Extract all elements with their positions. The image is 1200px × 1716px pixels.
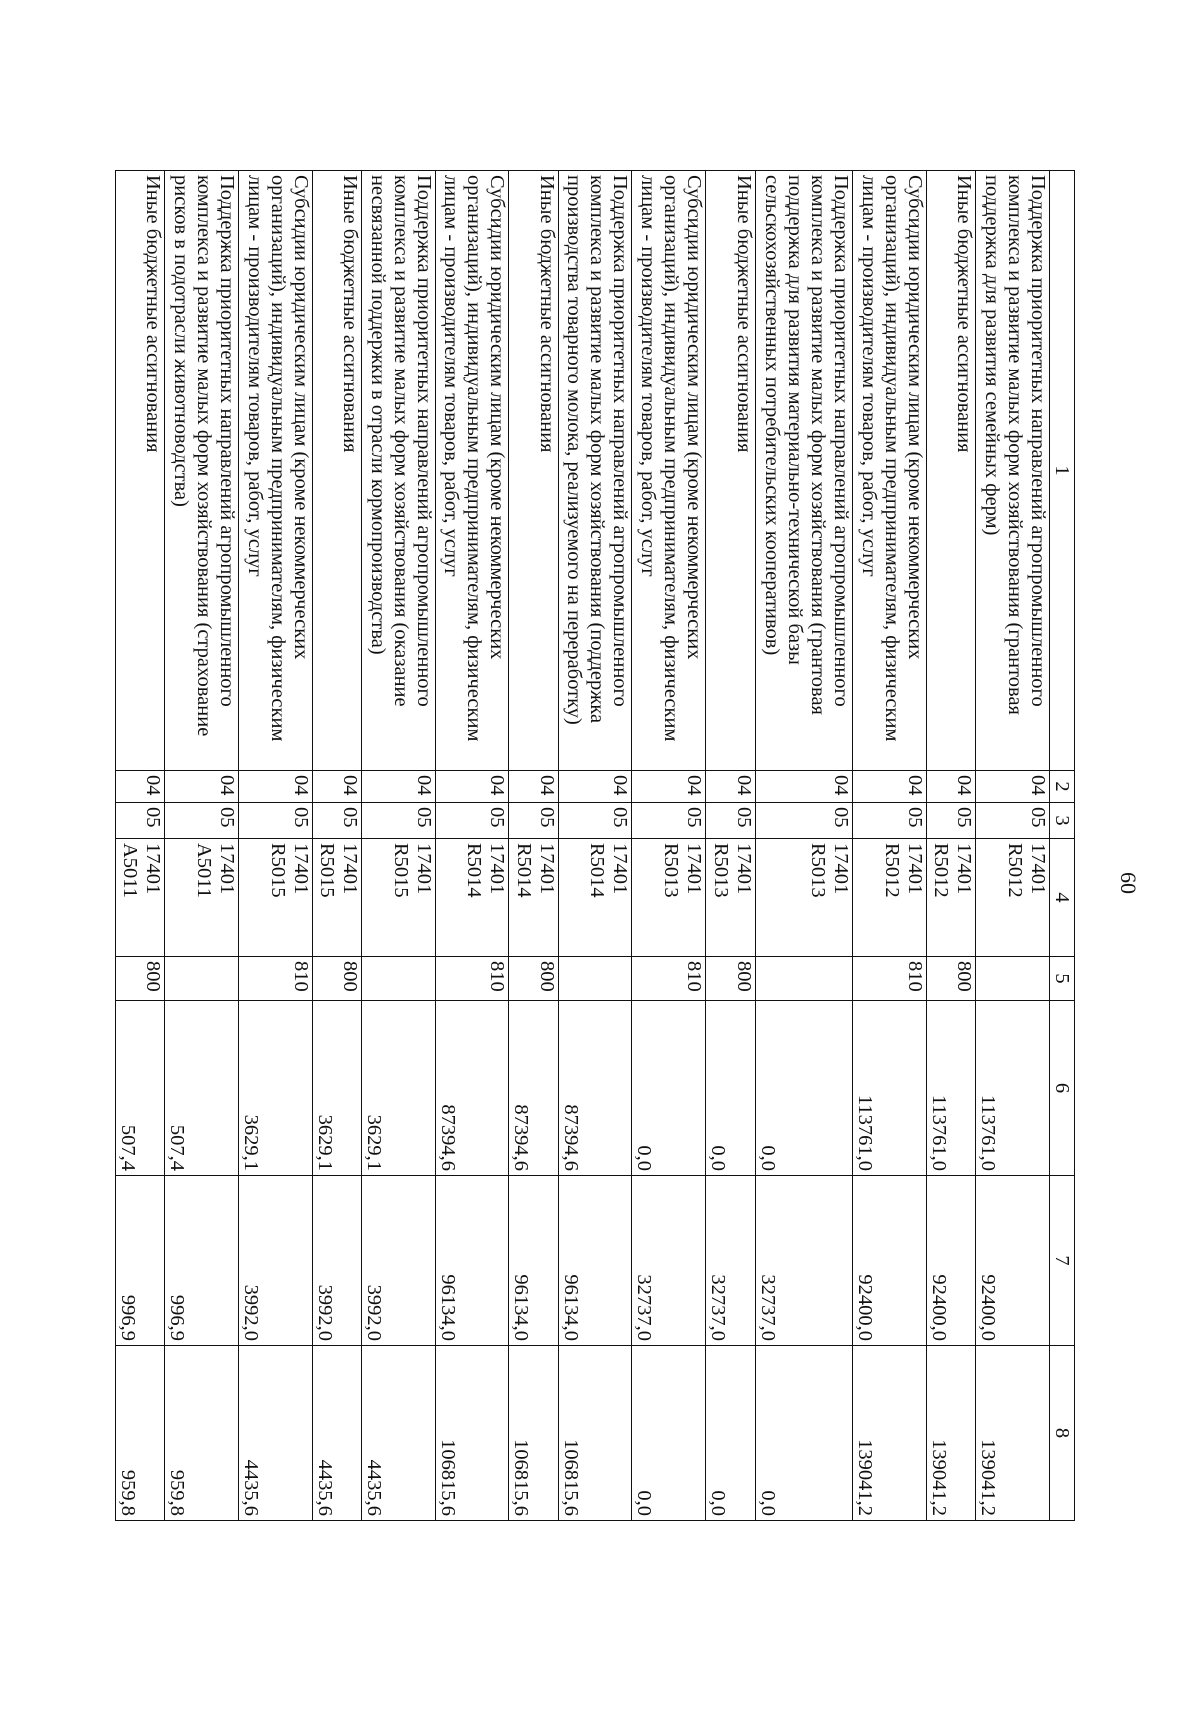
- row-amount-col6-cell: 87394,6: [509, 1001, 558, 1176]
- row-amount-col7-cell: 996,9: [116, 1176, 166, 1346]
- row-target-article-cell: 17401 R5015: [362, 839, 436, 957]
- table-row: [853, 171, 927, 1521]
- row-subsection-cell: 05: [706, 803, 755, 839]
- row-subsection-cell: 05: [558, 803, 632, 839]
- row-amount-col8-cell: 106815,6: [509, 1346, 558, 1521]
- row-target-article-cell: 17401 R5014: [435, 839, 509, 957]
- row-name-cell: Поддержка приоритетных направлений агропромышленного комплекса и развитие малых форм хозяйствования (поддержка производства товарного молока, реализуемого на переработку): [558, 171, 632, 771]
- table-row: [435, 171, 509, 1521]
- row-target-article-cell: 17401 R5012: [853, 839, 927, 957]
- row-amount-col8-cell: 0,0: [706, 1346, 755, 1521]
- row-section-cell: 04: [509, 771, 558, 803]
- row-amount-col6-cell: 87394,6: [558, 1001, 632, 1176]
- row-subsection-cell: 05: [632, 803, 706, 839]
- row-name-cell: Поддержка приоритетных направлений агропромышленного комплекса и развитие малых форм хозяйствования (грантовая поддержка для развития материально-технической базы сельскохозяйственных потребительских кооперативов): [755, 171, 853, 771]
- row-section-cell: 04: [976, 771, 1050, 803]
- row-subsection-cell: 05: [926, 803, 975, 839]
- header-col-4: 4: [1050, 839, 1075, 957]
- row-amount-col6-cell: 0,0: [755, 1001, 853, 1176]
- header-col-2: 2: [1050, 771, 1075, 803]
- row-expense-type-cell: [755, 957, 853, 1001]
- row-amount-col8-cell: 106815,6: [435, 1346, 509, 1521]
- row-expense-type-cell: 810: [632, 957, 706, 1001]
- row-name-cell: Субсидии юридическим лицам (кроме некоммерческих организаций), индивидуальным предпринимателям, физическим лицам - производителям товаров, работ, услуг: [632, 171, 706, 771]
- table-row: [509, 171, 558, 1521]
- row-amount-col8-cell: 4435,6: [239, 1346, 313, 1521]
- row-target-article-cell: 17401 R5014: [558, 839, 632, 957]
- row-name-cell: Поддержка приоритетных направлений агропромышленного комплекса и развитие малых форм хозяйствования (страхование рисков в подотрасли животноводства): [165, 171, 239, 771]
- row-amount-col7-cell: 32737,0: [632, 1176, 706, 1346]
- row-section-cell: 04: [165, 771, 239, 803]
- row-target-article-cell: 17401 R5013: [632, 839, 706, 957]
- row-section-cell: 04: [116, 771, 166, 803]
- table-row: [312, 171, 361, 1521]
- table-row: [976, 171, 1050, 1521]
- table-row: [755, 171, 853, 1521]
- row-section-cell: 04: [239, 771, 313, 803]
- row-subsection-cell: 05: [755, 803, 853, 839]
- row-subsection-cell: 05: [976, 803, 1050, 839]
- row-amount-col6-cell: 3629,1: [239, 1001, 313, 1176]
- row-name-cell: Иные бюджетные ассигнования: [312, 171, 361, 771]
- row-amount-col6-cell: 507,4: [165, 1001, 239, 1176]
- table-row: [239, 171, 313, 1521]
- row-expense-type-cell: 800: [706, 957, 755, 1001]
- row-name-cell: Субсидии юридическим лицам (кроме некоммерческих организаций), индивидуальным предпринимателям, физическим лицам - производителям товаров, работ, услуг: [435, 171, 509, 771]
- row-target-article-cell: 17401 R5015: [312, 839, 361, 957]
- rotated-table: [115, 170, 1075, 1520]
- row-subsection-cell: 05: [509, 803, 558, 839]
- table-row: [558, 171, 632, 1521]
- row-subsection-cell: 05: [116, 803, 166, 839]
- row-amount-col8-cell: 4435,6: [312, 1346, 361, 1521]
- row-target-article-cell: 17401 R5015: [239, 839, 313, 957]
- row-expense-type-cell: 810: [435, 957, 509, 1001]
- row-amount-col6-cell: 87394,6: [435, 1001, 509, 1176]
- row-expense-type-cell: [976, 957, 1050, 1001]
- row-amount-col6-cell: 113761,0: [926, 1001, 975, 1176]
- row-amount-col7-cell: 996,9: [165, 1176, 239, 1346]
- row-amount-col8-cell: 139041,2: [926, 1346, 975, 1521]
- row-name-cell: Поддержка приоритетных направлений агропромышленного комплекса и развитие малых форм хозяйствования (оказание несвязанной поддержки в отрасли кормопроизводства): [362, 171, 436, 771]
- row-section-cell: 04: [362, 771, 436, 803]
- row-amount-col8-cell: 0,0: [632, 1346, 706, 1521]
- table-row: [706, 171, 755, 1521]
- row-section-cell: 04: [853, 771, 927, 803]
- row-expense-type-cell: [165, 957, 239, 1001]
- row-expense-type-cell: [558, 957, 632, 1001]
- row-amount-col6-cell: 0,0: [706, 1001, 755, 1176]
- table-row: [632, 171, 706, 1521]
- row-amount-col7-cell: 92400,0: [853, 1176, 927, 1346]
- row-subsection-cell: 05: [239, 803, 313, 839]
- row-target-article-cell: 17401 A5011: [116, 839, 166, 957]
- budget-table: [115, 170, 1075, 1521]
- row-target-article-cell: 17401 A5011: [165, 839, 239, 957]
- row-subsection-cell: 05: [853, 803, 927, 839]
- row-section-cell: 04: [558, 771, 632, 803]
- row-subsection-cell: 05: [362, 803, 436, 839]
- row-expense-type-cell: 800: [116, 957, 166, 1001]
- row-subsection-cell: 05: [165, 803, 239, 839]
- header-col-5: 5: [1050, 957, 1075, 1001]
- row-amount-col7-cell: 3992,0: [312, 1176, 361, 1346]
- row-amount-col8-cell: 959,8: [165, 1346, 239, 1521]
- row-amount-col7-cell: 96134,0: [558, 1176, 632, 1346]
- header-col-3: 3: [1050, 803, 1075, 839]
- row-section-cell: 04: [435, 771, 509, 803]
- row-subsection-cell: 05: [435, 803, 509, 839]
- row-target-article-cell: 17401 R5012: [976, 839, 1050, 957]
- table-row: [362, 171, 436, 1521]
- row-expense-type-cell: 800: [509, 957, 558, 1001]
- row-name-cell: Иные бюджетные ассигнования: [116, 171, 166, 771]
- row-subsection-cell: 05: [312, 803, 361, 839]
- row-amount-col8-cell: 4435,6: [362, 1346, 436, 1521]
- row-amount-col6-cell: 507,4: [116, 1001, 166, 1176]
- row-target-article-cell: 17401 R5013: [706, 839, 755, 957]
- row-amount-col8-cell: 139041,2: [976, 1346, 1050, 1521]
- row-target-article-cell: 17401 R5012: [926, 839, 975, 957]
- row-expense-type-cell: 800: [312, 957, 361, 1001]
- row-target-article-cell: 17401 R5013: [755, 839, 853, 957]
- row-section-cell: 04: [755, 771, 853, 803]
- row-target-article-cell: 17401 R5014: [509, 839, 558, 957]
- row-name-cell: Субсидии юридическим лицам (кроме некоммерческих организаций), индивидуальным предпринимателям, физическим лицам - производителям товаров, работ, услуг: [239, 171, 313, 771]
- row-name-cell: Иные бюджетные ассигнования: [509, 171, 558, 771]
- row-amount-col7-cell: 96134,0: [509, 1176, 558, 1346]
- row-amount-col6-cell: 0,0: [632, 1001, 706, 1176]
- row-amount-col8-cell: 106815,6: [558, 1346, 632, 1521]
- budget-table-container: [115, 170, 1200, 1516]
- header-col-1: 1: [1050, 171, 1075, 771]
- table-row: [116, 171, 166, 1521]
- row-name-cell: Поддержка приоритетных направлений агропромышленного комплекса и развитие малых форм хозяйствования (грантовая поддержка для развития семейных ферм): [976, 171, 1050, 771]
- table-row: [165, 171, 239, 1521]
- header-col-6: 6: [1050, 1001, 1075, 1176]
- row-amount-col7-cell: 3992,0: [362, 1176, 436, 1346]
- table-body: [116, 171, 1050, 1521]
- header-col-8: 8: [1050, 1346, 1075, 1521]
- header-col-7: 7: [1050, 1176, 1075, 1346]
- row-name-cell: Иные бюджетные ассигнования: [706, 171, 755, 771]
- row-amount-col8-cell: 139041,2: [853, 1346, 927, 1521]
- row-amount-col6-cell: 3629,1: [362, 1001, 436, 1176]
- row-name-cell: Иные бюджетные ассигнования: [926, 171, 975, 771]
- row-name-cell: Субсидии юридическим лицам (кроме некоммерческих организаций), индивидуальным предпринимателям, физическим лицам - производителям товаров, работ, услуг: [853, 171, 927, 771]
- row-amount-col6-cell: 113761,0: [976, 1001, 1050, 1176]
- row-expense-type-cell: 810: [853, 957, 927, 1001]
- row-amount-col8-cell: 0,0: [755, 1346, 853, 1521]
- row-expense-type-cell: [362, 957, 436, 1001]
- row-amount-col7-cell: 3992,0: [239, 1176, 313, 1346]
- row-section-cell: 04: [706, 771, 755, 803]
- row-amount-col7-cell: 96134,0: [435, 1176, 509, 1346]
- row-expense-type-cell: 810: [239, 957, 313, 1001]
- row-section-cell: 04: [632, 771, 706, 803]
- row-amount-col7-cell: 32737,0: [706, 1176, 755, 1346]
- row-amount-col6-cell: 113761,0: [853, 1001, 927, 1176]
- header-row: [1050, 171, 1075, 1521]
- row-amount-col6-cell: 3629,1: [312, 1001, 361, 1176]
- page-number: 60: [1116, 872, 1141, 894]
- row-section-cell: 04: [926, 771, 975, 803]
- row-amount-col7-cell: 32737,0: [755, 1176, 853, 1346]
- table-row: [926, 171, 975, 1521]
- row-amount-col8-cell: 959,8: [116, 1346, 166, 1521]
- row-amount-col7-cell: 92400,0: [926, 1176, 975, 1346]
- row-amount-col7-cell: 92400,0: [976, 1176, 1050, 1346]
- row-section-cell: 04: [312, 771, 361, 803]
- row-expense-type-cell: 800: [926, 957, 975, 1001]
